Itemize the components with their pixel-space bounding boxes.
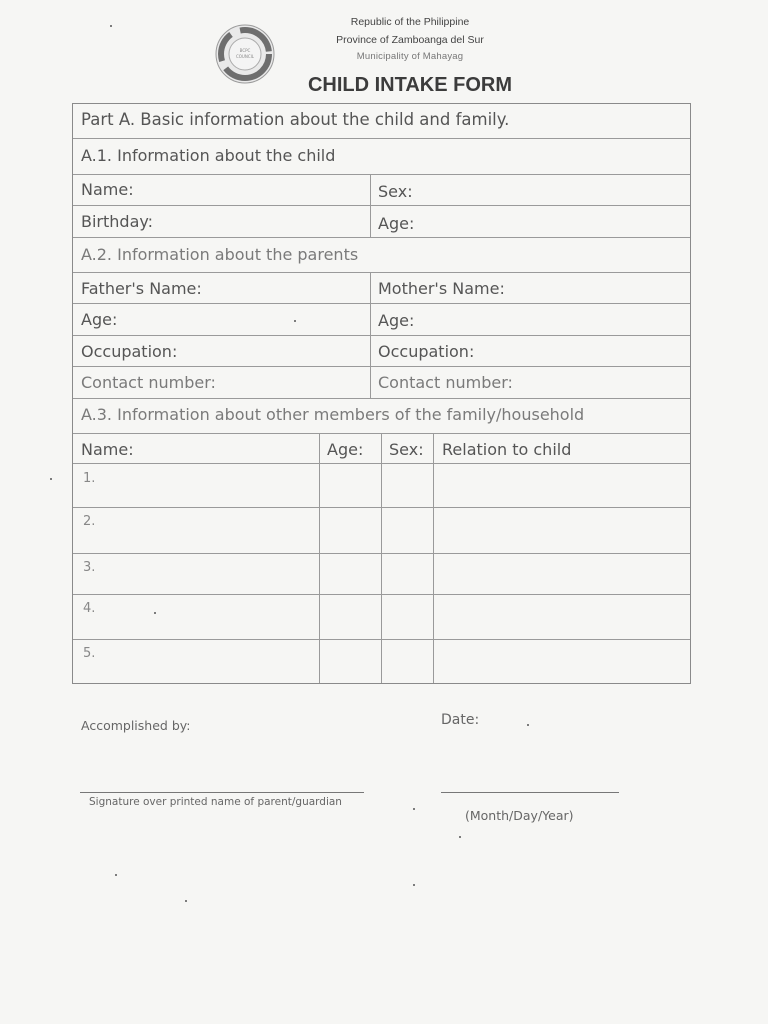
father-occupation-label: Occupation:	[81, 342, 178, 361]
child-birthday-label: Birthday:	[81, 212, 154, 231]
household-col-sex: Sex:	[389, 440, 424, 459]
child-sex-label: Sex:	[378, 182, 413, 201]
header-republic: Republic of the Philippine	[350, 16, 470, 28]
signature-line	[80, 792, 364, 793]
signature-caption: Signature over printed name of parent/guardian	[89, 796, 342, 808]
father-contact-label: Contact number:	[81, 373, 216, 392]
date-label: Date:	[441, 712, 480, 728]
household-col-age: Age:	[327, 440, 364, 459]
section-a1-heading: A.1. Information about the child	[81, 146, 336, 165]
household-col-name: Name:	[81, 440, 134, 459]
accomplished-by-label: Accomplished by:	[81, 718, 191, 733]
household-row-3: 3.	[83, 560, 96, 575]
header-municipality: Municipality of Mahayag	[356, 51, 464, 62]
section-a2-heading: A.2. Information about the parents	[81, 245, 359, 264]
header-province: Province of Zamboanga del Sur	[336, 34, 484, 46]
council-seal-logo	[214, 23, 276, 85]
household-row-4: 4.	[83, 601, 96, 616]
form-title: CHILD INTAKE FORM	[307, 74, 513, 96]
date-caption: (Month/Day/Year)	[465, 808, 574, 823]
household-row-2: 2.	[83, 514, 96, 529]
svg-text:BCPC: BCPC	[239, 48, 251, 53]
mother-contact-label: Contact number:	[378, 373, 513, 392]
father-name-label: Father's Name:	[81, 279, 202, 298]
household-row-5: 5.	[83, 646, 96, 661]
section-a3-heading: A.3. Information about other members of the family/household	[81, 405, 585, 424]
mother-occupation-label: Occupation:	[378, 342, 475, 361]
date-line	[441, 792, 619, 793]
child-name-label: Name:	[81, 180, 134, 199]
mother-name-label: Mother's Name:	[378, 279, 505, 298]
mother-age-label: Age:	[378, 311, 415, 330]
father-age-label: Age:	[81, 310, 118, 329]
child-age-label: Age:	[378, 214, 415, 233]
intake-form-table	[72, 103, 691, 684]
svg-text:COUNCIL: COUNCIL	[235, 54, 255, 59]
household-row-1: 1.	[83, 471, 96, 486]
household-col-relation: Relation to child	[442, 440, 572, 459]
part-a-heading: Part A. Basic information about the child and family.	[81, 110, 510, 129]
